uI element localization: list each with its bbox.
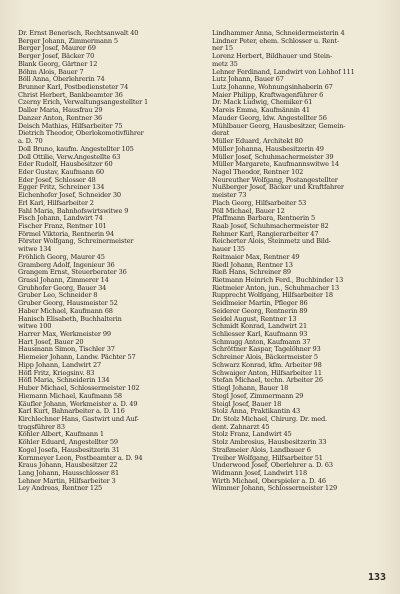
- directory-entry: Hausmann Simon, Tischler 37: [18, 345, 115, 354]
- directory-entry: Hiemeier Johann, Landw. Pächter 57: [18, 353, 136, 362]
- directory-entry: Neureuther Wolfgang, Postangestellter: [212, 175, 338, 184]
- directory-entry: Müller Johanna, Hausbesitzerin 49: [212, 144, 324, 153]
- directory-entry: Böll Anna, Oberlehrerin 74: [18, 75, 105, 84]
- directory-entry: dent. Zahnarzt 45: [212, 422, 270, 431]
- directory-entry: Lorenz Herbert, Bildhauer und Stein-: [212, 52, 333, 61]
- directory-entry: Pfaffmann Barbara, Rentnerin 5: [212, 214, 316, 223]
- directory-entry: Berger Johann, Zimmermann 5: [18, 36, 118, 45]
- directory-entry: Rupprecht Wolfgang, Hilfsarbeiter 18: [212, 291, 333, 300]
- directory-entry: hauer 135: [212, 245, 245, 254]
- directory-entry: Harrer Max, Werkmeister 99: [18, 330, 111, 339]
- directory-entry: witwe 134: [18, 245, 52, 254]
- directory-entry: Hiemann Michael, Kaufmann 58: [18, 391, 122, 400]
- directory-entry: Wimmer Johann, Schlossermeister 129: [212, 484, 338, 493]
- directory-entry: Rietmeier Anton, jun., Schuhmacher 13: [212, 283, 339, 292]
- directory-entry: Erl Karl, Hilfsarbeiter 2: [18, 198, 94, 207]
- directory-entry: Mareis Emma, Kaufmännin 41: [212, 106, 310, 115]
- directory-entry: Kirchlechner Hans, Gastwirt und Auf-: [18, 414, 139, 423]
- directory-entry: Lehner Ferdinand, Landwirt von Lohhof 111: [212, 67, 355, 76]
- directory-entry: Fahl Maria, Bahnhofswirtswitwe 9: [18, 206, 129, 215]
- directory-entry: Haber Michael, Kaufmann 68: [18, 306, 113, 315]
- directory-entry: derat: [212, 129, 230, 138]
- directory-entry: Köhler Eduard, Angestellter 59: [18, 438, 118, 447]
- directory-entry: Widmann Josef, Landwirt 118: [212, 468, 308, 477]
- directory-entry: Grangem Ernst, Steuerberater 36: [18, 268, 127, 277]
- directory-entry: Grubhofer Georg, Bauer 34: [18, 283, 107, 292]
- directory-entry: Seidlmeier Martin, Pfleger 86: [212, 299, 308, 308]
- directory-entry: Seidel August, Rentner 13: [212, 314, 297, 323]
- directory-entry: Riedl Johann, Rentner 13: [212, 260, 293, 269]
- directory-entry: Schmugg Anton, Kaufmann 37: [212, 337, 311, 346]
- directory-entry: Doll Ottilie, Verw.Angestellte 63: [18, 152, 121, 161]
- directory-entry: Kraus Johann, Hausbesitzer 22: [18, 461, 118, 470]
- directory-entry: Hipp Johann, Landwirt 27: [18, 360, 102, 369]
- directory-entry: Dr. Ernst Benerisch, Rechtsanwalt 40: [18, 30, 139, 37]
- directory-entry: Schliesser Karl, Kaufmann 93: [212, 330, 308, 339]
- directory-entry: Raab Josef, Schuhmachermeister 82: [212, 221, 329, 230]
- directory-entry: Reicherter Alois, Steinmetz und Bild-: [212, 237, 331, 246]
- directory-entry: Schmidt Konrad, Landwirt 21: [212, 322, 308, 331]
- directory-entry: Förster Wolfgang, Schreinermeister: [18, 237, 134, 246]
- directory-entry: Maier Philipp, Kraftwagenführer 6: [212, 90, 324, 99]
- directory-entry: Nußberger Josef, Bäcker und Kraftfahrer: [212, 183, 344, 192]
- directory-entry: witwe 100: [18, 322, 52, 331]
- directory-entry: Christ Herbert, Bankbeamter 36: [18, 90, 123, 99]
- directory-entry: Huber Michael, Schlossermeister 102: [18, 384, 140, 393]
- directory-entry: Fisch Johann, Landwirt 74: [18, 214, 103, 223]
- directory-entry: Seiderer Georg, Rentnerin 89: [212, 306, 308, 315]
- directory-entry: a. D. 70: [18, 137, 43, 146]
- directory-entry: Stolz Franz, Landwirt 45: [212, 430, 292, 439]
- directory-entry: Eichenhofer Josef, Schneider 30: [18, 191, 121, 200]
- directory-entry: Mauder Georg, ldw. Angestellter 56: [212, 113, 327, 122]
- directory-entry: Berger Josef, Maurer 69: [18, 44, 96, 53]
- directory-entry: Stefan Michael, techn. Arbeiter 26: [212, 376, 323, 385]
- directory-entry: Blank Georg, Gärtner 12: [18, 59, 98, 68]
- directory-entry: Grassl Johann, Zimmerer 14: [18, 276, 109, 284]
- directory-entry: Wirth Michael, Oberspieler a. D. 46: [212, 476, 326, 485]
- directory-entry: Dr. Mack Ludwig, Chemiker 61: [212, 98, 313, 107]
- directory-entry: Förmel Viktoria, Rentnerin 94: [18, 229, 115, 238]
- left-column: [18, 30, 204, 493]
- directory-entry: metz 35: [212, 59, 238, 68]
- directory-entry: Gramberg Adolf, Ingenieur 36: [18, 260, 115, 269]
- directory-entry: Eder Rudolf, Hausbesitzer 60: [18, 160, 113, 169]
- directory-entry: Eder Gustav, Kaufmann 60: [18, 167, 104, 176]
- directory-entry: Lang Johann, Hausschlosser 81: [18, 468, 120, 477]
- directory-entry: Rieß Hans, Schreiner 89: [212, 268, 291, 277]
- directory-entry: Schreiner Alois, Bäckermeister 5: [212, 353, 318, 362]
- directory-entry: Rietmann Heinrich Ferd., Buchbinder 13: [212, 276, 344, 284]
- directory-entry: Stiegl Johann, Bauer 18: [212, 384, 289, 393]
- directory-entry: Deisch Mathias, Hilfsarbeiter 75: [18, 121, 123, 130]
- directory-entry: ner 15: [212, 44, 233, 53]
- directory-entry: Fischer Franz, Rentner 101: [18, 221, 107, 230]
- directory-entry: Lindhammer Anna, Schneidermeisterin 4: [212, 30, 345, 37]
- directory-entry: Egger Fritz, Schreiner 134: [18, 183, 105, 192]
- directory-entry: Lehner Martin, Hilfsarbeiter 3: [18, 476, 116, 485]
- directory-entry: Pöll Michael, Bauer 12: [212, 206, 285, 215]
- directory-entry: Underwood Josef, Oberlehrer a. D. 63: [212, 461, 333, 470]
- directory-entry: Mühlbauer Georg, Hausbesitzer, Gemein-: [212, 121, 346, 130]
- directory-entry: Reitmaier Max, Rentner 49: [212, 252, 300, 261]
- directory-entry: Stolz Anna, Praktikantin 43: [212, 407, 301, 416]
- directory-entry: Müller Margarete, Kaufmannswitwe 14: [212, 160, 339, 169]
- directory-entry: Czerny Erich, Verwaltungsangestellter 1: [18, 98, 149, 107]
- directory-entry: Stegl Josef, Zimmermann 29: [212, 391, 304, 400]
- directory-entry: Nagel Theodor, Rentner 102: [212, 167, 304, 176]
- directory-entry: Köhler Albert, Kaufmann 1: [18, 430, 104, 439]
- directory-entry: Gruber Georg, Hausmeister 52: [18, 299, 118, 308]
- directory-entry: Ley Andreas, Rentner 125: [18, 484, 103, 493]
- directory-entry: Dr. Stolz Michael, Chirurg. Dr. med.: [212, 414, 327, 423]
- directory-entry: Schwaiger Anton, Hilfsarbeiter 11: [212, 368, 322, 377]
- directory-entry: Schwarz Konrad, kfm. Arbeiter 98: [212, 360, 322, 369]
- directory-entry: Eder Josef, Schlosser 48: [18, 175, 96, 184]
- directory-entry: Rehmer Karl, Rangierarbeiter 47: [212, 229, 319, 238]
- page-number: 133: [368, 572, 387, 583]
- directory-entry: Straßmeier Alois, Landbauer 6: [212, 445, 311, 454]
- right-column: [212, 30, 390, 493]
- directory-entry: Treiber Wolfgang, Hilfsarbeiter 51: [212, 453, 323, 462]
- directory-entry: meister 73: [212, 191, 247, 200]
- directory-entry: tragsführer 83: [18, 422, 65, 431]
- directory-entry: Danzer Anton, Rentner 36: [18, 113, 103, 122]
- directory-entry: Hanisch Elisabeth, Buchhalterin: [18, 314, 122, 323]
- directory-entry: Gruber Leo, Schneider 8: [18, 291, 98, 300]
- directory-entry: Lutz Johanne, Wohnungsinhaberin 67: [212, 83, 333, 92]
- directory-entry: Plach Georg, Hilfsarbeiter 53: [212, 198, 307, 207]
- directory-entry: Kornmeyer Leon, Postbeamter a. D. 94: [18, 453, 143, 462]
- directory-entry: Hart Josef, Bauer 20: [18, 337, 84, 346]
- directory-entry: Müller Eduard, Architekt 80: [212, 137, 303, 146]
- directory-entry: Karl Kurt, Bahnarbeiter a. D. 116: [18, 407, 125, 416]
- directory-entry: Steigl Josef, Bauer 18: [212, 399, 282, 408]
- directory-entry: Kogel Josefa, Hausbesitzerin 31: [18, 445, 120, 454]
- directory-entry: Doll Bruno, kaufm. Angestellter 105: [18, 144, 134, 153]
- directory-entry: Daller Maria, Hausfrau 29: [18, 106, 103, 115]
- directory-entry: Lutz Johann, Bauer 67: [212, 75, 284, 84]
- directory-entry: Stolz Ambrosius, Hausbesitzerin 33: [212, 438, 327, 447]
- directory-entry: Müller Josef, Schuhmachermeister 39: [212, 152, 334, 161]
- directory-entry: Höfl Maria, Schneiderin 134: [18, 376, 110, 385]
- directory-entry: Höfl Fritz, Kriegsinv. 83: [18, 368, 95, 377]
- directory-entry: Böhm Alois, Bauer 7: [18, 67, 84, 76]
- directory-entry: Käufler Johann, Werkmeister a. D. 49: [18, 399, 138, 408]
- directory-entry: Berger Josef, Bäcker 70: [18, 52, 95, 61]
- directory-entry: Fröhlich Georg, Maurer 45: [18, 252, 105, 261]
- directory-entry: Brunner Karl, Postbediensteter 74: [18, 83, 129, 92]
- directory-entry: Lindner Peter, ehem. Schlosser u. Rent-: [212, 36, 340, 45]
- directory-entry: Dietrich Theodor, Oberlokomotivführer: [18, 129, 144, 138]
- directory-entry: Schröttner Kaspar, Tagelöhner 93: [212, 345, 321, 354]
